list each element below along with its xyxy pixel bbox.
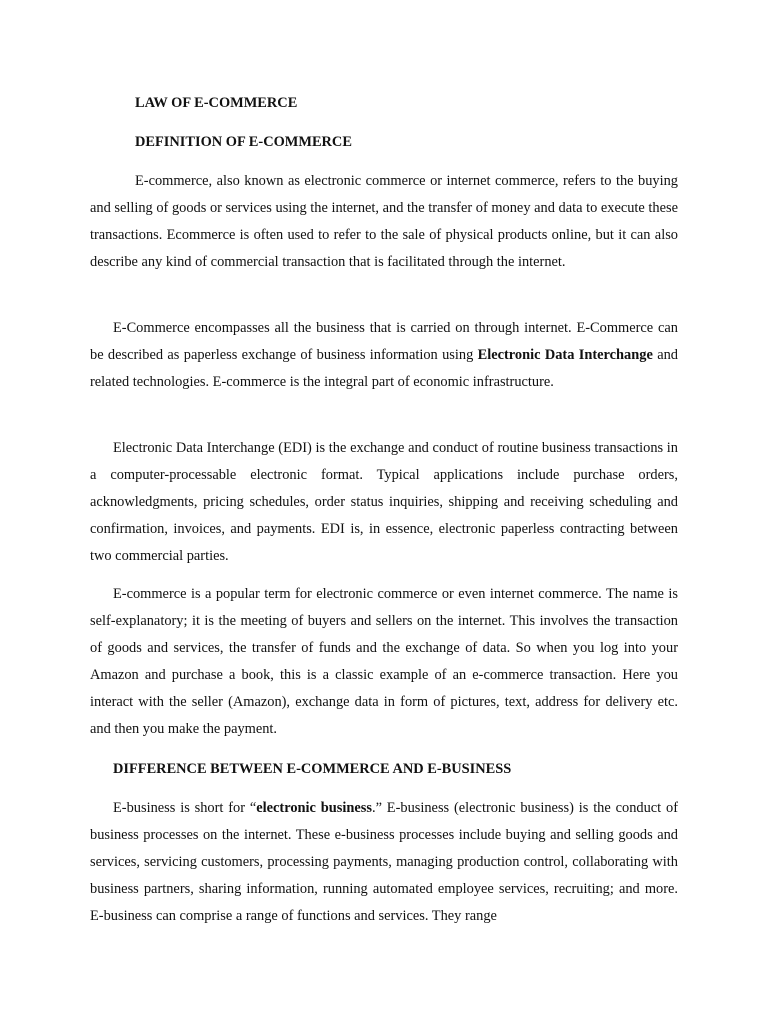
bold-term-edi: Electronic Data Interchange bbox=[477, 347, 653, 363]
paragraph-text: E-Commerce encompasses all the business that is carried on through internet. E-Commerce can be described as paperless exchange of business information using bbox=[90, 320, 678, 363]
paragraph-text: and related technologies. E-commerce is the integral part of economic infrastructure. bbox=[90, 347, 678, 390]
paragraph-encompasses bbox=[90, 315, 678, 396]
paragraph-definition: E-commerce, also known as electronic commerce or internet commerce, refers to the buying and selling of goods or services using the internet, and the transfer of money and data to execute these transactions. Ecommerce is often used to refer to the sale of physical products online, but it can also describe any kind of commercial transaction that is facilitated through the internet. bbox=[90, 173, 678, 270]
paragraph-text: .” E-business (electronic business) is the conduct of business processes on the internet. These e-business processes include buying and selling goods and services, servicing customers, processing payments, managing production control, collaborating with business partners, sharing information, running automated employee services, recruiting; and more. E-business can comprise a range of functions and services. They range bbox=[90, 800, 678, 924]
paragraph-edi: Electronic Data Interchange (EDI) is the exchange and conduct of routine business transactions in a computer-processable electronic format. Typical applications include purchase orders, acknowledgments, pricing schedules, order status inquiries, shipping and receiving scheduling and confirmation, invoices, and payments. EDI is, in essence, electronic paperless contracting between two commercial parties. bbox=[90, 440, 678, 564]
document-title: LAW OF E-COMMERCE bbox=[135, 95, 298, 111]
section-heading-difference: DIFFERENCE BETWEEN E-COMMERCE AND E-BUSINESS bbox=[113, 761, 512, 777]
bold-term-electronic-business: electronic business bbox=[256, 800, 372, 816]
section-heading-definition: DEFINITION OF E-COMMERCE bbox=[135, 134, 352, 150]
paragraph-ebusiness bbox=[90, 795, 678, 935]
paragraph-text: E-business is short for “ bbox=[113, 800, 257, 816]
paragraph-popular-term: E-commerce is a popular term for electronic commerce or even internet commerce. The name is self-explanatory; it is the meeting of buyers and sellers on the internet. This involves the transaction of goods and services, the transfer of funds and the exchange of data. So when you log into your Amazon and purchase a book, this is a classic example of an e-commerce transaction. Here you interact with the seller (Amazon), exchange data in form of pictures, text, address for delivery etc. and then you make the payment. bbox=[90, 586, 678, 737]
